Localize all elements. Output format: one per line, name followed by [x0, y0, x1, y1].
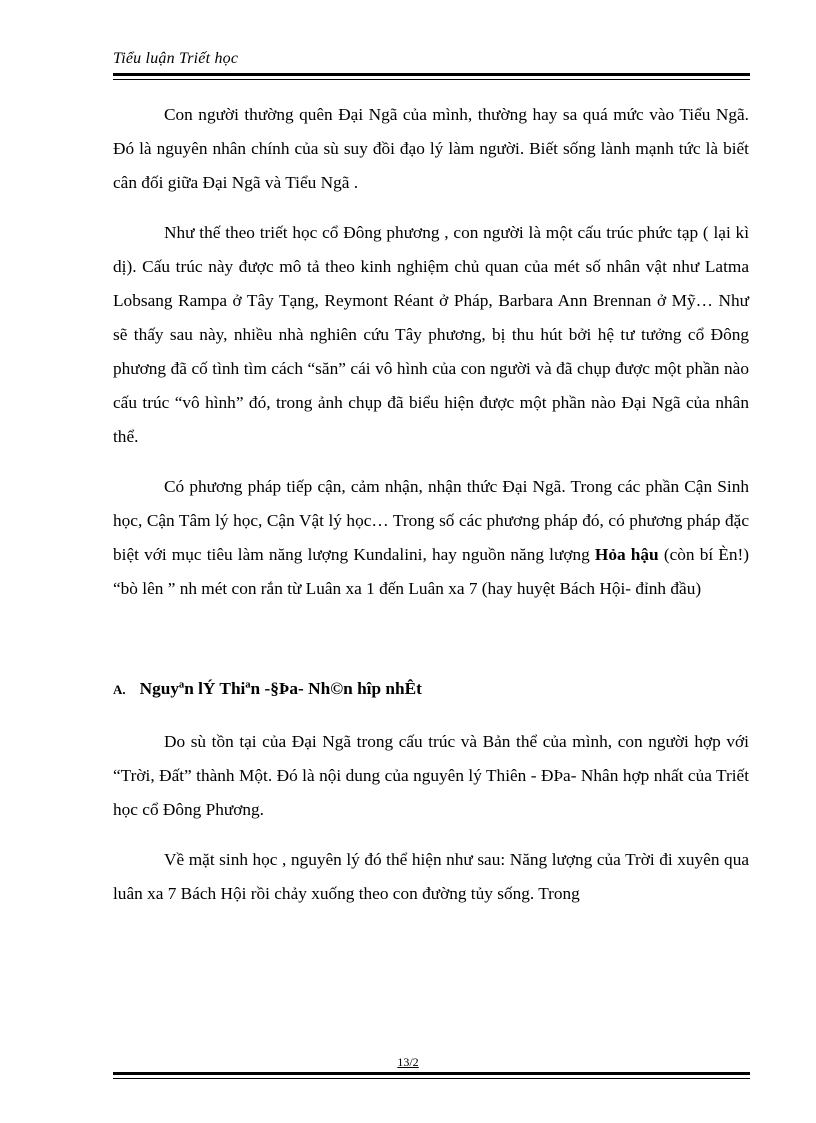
header-rule-thick: [113, 73, 750, 76]
section-heading: [113, 672, 749, 707]
paragraph-text-start: Có phương pháp tiếp cận, cảm nhận, nhận thức Đại Ngã. Trong các phần Cận Sinh học, Cận Tâm lý học, Cận Vật lý học… Trong số các phương pháp đó, có phương pháp đặc biệt với mục tiêu làm năng lượng Kundalini, hay nguồn năng lượng: [113, 477, 749, 564]
paragraph-text-end: (còn bí Èn!) “bò lên ” nh mét con rắn từ Luân xa 1 đến Luân xa 7 (hay huyệt Bách Hội- đỉnh đầu): [113, 545, 749, 598]
section-spacer: [113, 606, 749, 672]
section-letter: A.: [113, 682, 126, 697]
footer-rule-thin: [113, 1078, 750, 1079]
paragraph: Như thế theo triết học cổ Đông phương , con người là một cấu trúc phức tạp ( lại kì dị). Cấu trúc này được mô tả theo kinh nghiệm chủ quan của mét số nhân vật như Latma Lobsang Rampa ở Tây Tạng, Reymont Réant ở Pháp, Barbara Ann Brennan ở Mỹ… Như sẽ thấy sau này, nhiều nhà nghiên cứu Tây phương, bị thu hút bởi hệ tư tưởng cổ Đông phương đã cố tình tìm cách “săn” cái vô hình của con người và đã chụp được một phần nào cấu trúc “vô hình” đó, trong ảnh chụp đã biểu hiện được một phần nào Đại Ngã của nhân thể.: [113, 223, 749, 446]
bold-term: Hỏa hậu: [594, 545, 659, 564]
section-title: Nguyªn lÝ Thiªn -§Þa- Nh©n hîp nhÊt: [139, 679, 422, 698]
paragraph: Do sù tồn tại của Đại Ngã trong cấu trúc và Bản thể của mình, con người hợp với “Trời, Đất” thành Một. Đó là nội dung của nguyên lý Thiên - ĐÞa- Nhân hợp nhất của Triết học cổ Đông Phương.: [113, 732, 749, 819]
body-content: [113, 98, 749, 911]
paragraph: Về mặt sinh học , nguyên lý đó thể hiện như sau: Năng lượng của Trời đi xuyên qua luân xa 7 Bách Hội rồi chảy xuống theo con đường tủy sống. Trong: [113, 850, 749, 903]
paragraph-with-bold: [113, 470, 749, 606]
paragraph: Con người thường quên Đại Ngã của mình, thường hay sa quá mức vào Tiểu Ngã. Đó là nguyên nhân chính của sù suy đồi đạo lý làm người. Biết sống lành mạnh tức là biết cân đối giữa Đại Ngã và Tiểu Ngã .: [113, 105, 749, 192]
footer-rule-thick: [113, 1072, 750, 1075]
page-number: 13/2: [397, 1055, 419, 1069]
header-rule-thin: [113, 79, 750, 80]
header-title: Tiểu luận Triết học: [113, 50, 239, 67]
